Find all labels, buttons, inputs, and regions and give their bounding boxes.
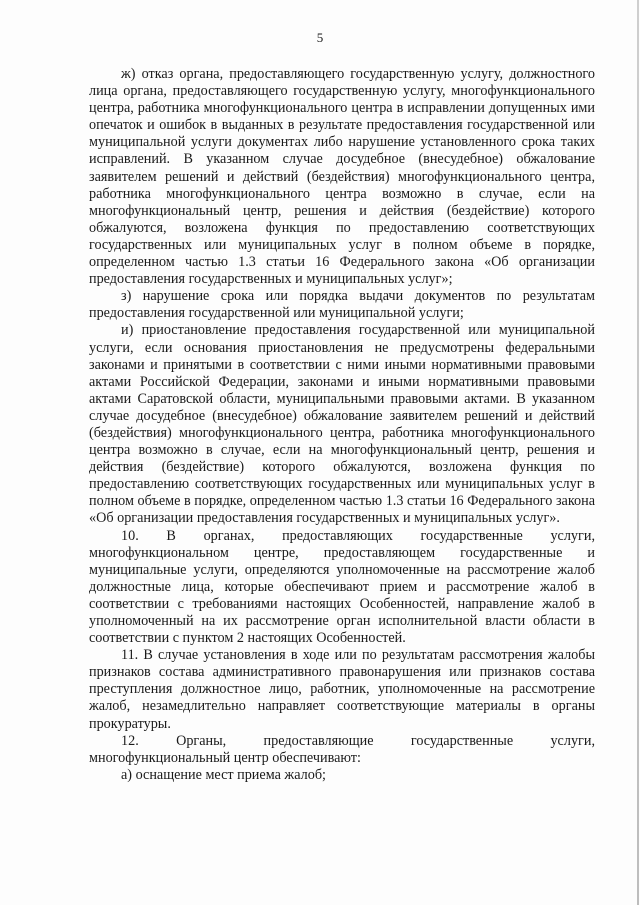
- paragraph-item-i: и) приостановление предоставления государственной или муниципальной услуги, если основания приостановления не предусмотрены федеральными законами и принятыми в соответствии с ними иными нормативными правовыми актами Российской Федерации, законами и иными нормативными правовыми актами Саратовской области, муниципальными правовыми актами. В указанном случае досудебное (внесудебное) обжалование заявителем решений и действий (бездействия) многофункционального центра, работника многофункционального центра возможно в случае, если на многофункциональный центр, решения и действия (бездействие) которого обжалуются, возложена функция по предоставлению соответствующих государственных или муниципальных услуг в полном объеме в порядке, определенном частью 1.3 статьи 16 Федерального закона «Об организации предоставления государственных и муниципальных услуг».: [89, 322, 595, 527]
- paragraph-clause-12: 12. Органы, предоставляющие государственные услуги, многофункциональный центр обеспечивают:: [89, 732, 595, 766]
- scan-edge: [637, 0, 639, 905]
- paragraph-item-zh: ж) отказ органа, предоставляющего государственную услугу, должностного лица органа, предоставляющего государственную услугу, многофункционального центра, работника многофункционального центра в исправлении допущенных ими опечаток и ошибок в выданных в результате предоставления государственной или муниципальной услуги документах либо нарушение установленного срока таких исправлений. В указанном случае досудебное (внесудебное) обжалование заявителем решений и действий (бездействия) многофункционального центра, работника многофункционального центра возможно в случае, если на многофункциональный центр, решения и действия (бездействие) которого обжалуются, возложена функция по предоставлению соответствующих государственных или муниципальных услуг в полном объеме в порядке, определенном частью 1.3 статьи 16 Федерального закона «Об организации предоставления государственных и муниципальных услуг»;: [89, 66, 595, 288]
- paragraph-clause-11: 11. В случае установления в ходе или по результатам рассмотрения жалобы признаков состава административного правонарушения или признаков состава преступления должностное лицо, работник, уполномоченные на рассмотрение жалоб, незамедлительно направляет соответствующие материалы в органы прокуратуры.: [89, 647, 595, 732]
- page-number: 5: [316, 30, 324, 45]
- paragraph-item-z: з) нарушение срока или порядка выдачи документов по результатам предоставления государственной или муниципальной услуги;: [89, 288, 595, 322]
- document-body: [89, 66, 595, 784]
- paragraph-item-a: а) оснащение мест приема жалоб;: [121, 766, 326, 783]
- paragraph-clause-10: 10. В органах, предоставляющих государственные услуги, многофункциональном центре, предоставляющем государственные и муниципальные услуги, определяются уполномоченные на рассмотрение жалоб должностные лица, которые обеспечивают прием и рассмотрение жалоб в соответствии с требованиями настоящих Особенностей, направление жалоб в уполномоченный на их рассмотрение орган исполнительной власти области в соответствии с пунктом 2 настоящих Особенностей.: [89, 527, 595, 647]
